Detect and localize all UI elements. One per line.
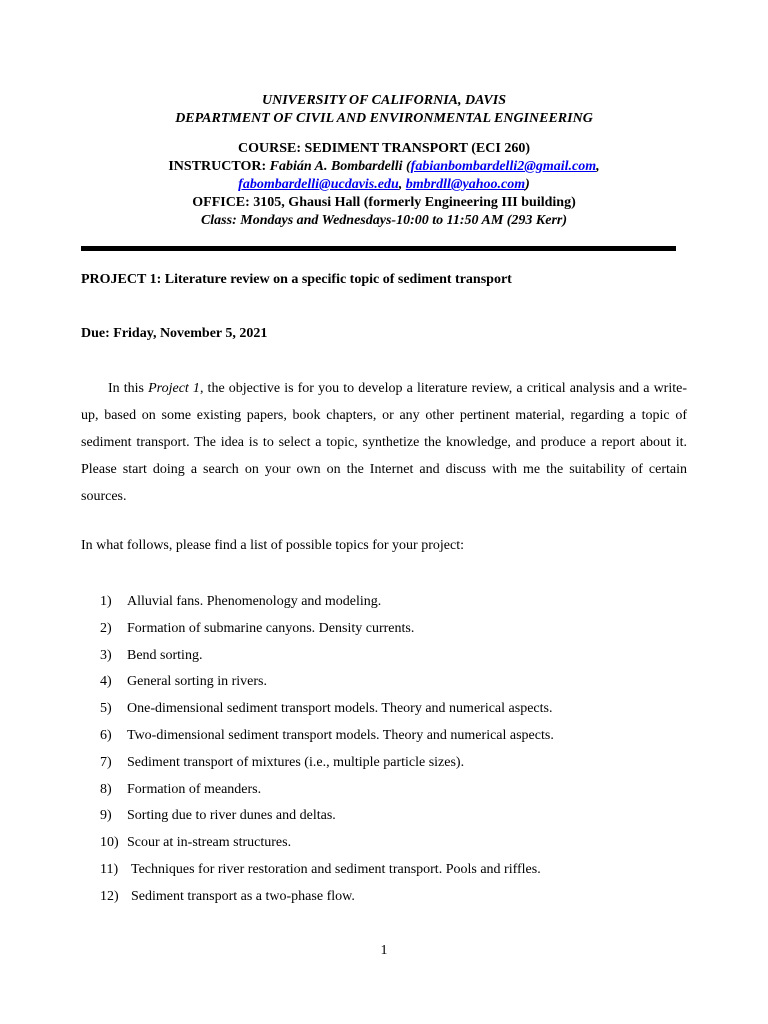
class-schedule: Class: Mondays and Wednesdays-10:00 to 11:50 AM (293 Kerr) bbox=[200, 213, 568, 228]
document-header bbox=[0, 92, 768, 230]
instructor-emails-line bbox=[0, 176, 768, 194]
list-item-text: Techniques for river restoration and sediment transport. Pools and riffles. bbox=[131, 861, 541, 877]
list-item bbox=[100, 726, 554, 753]
list-item-number: 9) bbox=[100, 808, 112, 824]
list-item bbox=[100, 860, 554, 887]
description-body: , the objective is for you to develop a literature review, a critical analysis and a write-up, based on some existing papers, book chapters, or any other pertinent material, regarding a topic of sediment transport. The idea is to select a topic, synthetize the knowledge, and produce a report about it. Please start doing a search on your own on the Internet and discuss with me the suitability of certain sources. bbox=[81, 381, 688, 504]
department-name: DEPARTMENT OF CIVIL AND ENVIRONMENTAL ENGINEERING bbox=[175, 111, 593, 126]
list-item-text: Formation of submarine canyons. Density currents. bbox=[127, 620, 415, 636]
list-item-number: 10) bbox=[100, 835, 119, 851]
description-project-name: Project 1 bbox=[148, 381, 200, 396]
list-item-text: General sorting in rivers. bbox=[127, 674, 267, 690]
list-item bbox=[100, 699, 554, 726]
due-date: Due: Friday, November 5, 2021 bbox=[81, 326, 268, 341]
list-item-text: Two-dimensional sediment transport models. Theory and numerical aspects. bbox=[127, 727, 554, 743]
email-close-paren: ) bbox=[525, 177, 530, 192]
page-number: 1 bbox=[380, 943, 388, 958]
list-item-text: One-dimensional sediment transport models. Theory and numerical aspects. bbox=[127, 701, 553, 717]
email-separator: , bbox=[398, 177, 406, 192]
list-item-text: Formation of meanders. bbox=[127, 781, 262, 797]
email-link-yahoo[interactable]: bmbrdll@yahoo.com bbox=[405, 177, 526, 192]
project-description bbox=[81, 375, 687, 510]
instructor-name: Fabián A. Bombardelli ( bbox=[269, 159, 411, 174]
list-item-text: Sediment transport as a two-phase flow. bbox=[131, 888, 355, 904]
list-item-number: 11) bbox=[100, 861, 119, 877]
instructor-label: INSTRUCTOR: bbox=[168, 159, 267, 174]
list-item-text: Bend sorting. bbox=[127, 647, 203, 663]
list-item-text: Scour at in-stream structures. bbox=[127, 835, 292, 851]
list-item-number: 2) bbox=[100, 620, 112, 636]
list-item-number: 4) bbox=[100, 674, 112, 690]
list-item bbox=[100, 672, 554, 699]
email-link-gmail[interactable]: fabianbombardelli2@gmail.com bbox=[410, 159, 597, 174]
list-item-text: Alluvial fans. Phenomenology and modeling. bbox=[127, 594, 382, 609]
university-name: UNIVERSITY OF CALIFORNIA, DAVIS bbox=[261, 93, 507, 108]
list-item bbox=[100, 887, 554, 914]
list-item-number: 5) bbox=[100, 701, 112, 717]
email-separator: , bbox=[596, 159, 600, 174]
list-item-number: 8) bbox=[100, 781, 112, 797]
instructor-line bbox=[0, 158, 768, 176]
list-item bbox=[100, 806, 554, 833]
list-item bbox=[100, 780, 554, 807]
list-item bbox=[100, 833, 554, 860]
list-item bbox=[100, 592, 554, 619]
list-item-number: 6) bbox=[100, 727, 112, 743]
topics-intro: In what follows, please find a list of possible topics for your project: bbox=[81, 538, 464, 553]
list-item bbox=[100, 753, 554, 780]
topics-list bbox=[100, 592, 554, 914]
email-link-ucdavis[interactable]: fabombardelli@ucdavis.edu bbox=[238, 177, 399, 192]
list-item bbox=[100, 619, 554, 646]
list-item-number: 12) bbox=[100, 888, 119, 904]
course-title: COURSE: SEDIMENT TRANSPORT (ECI 260) bbox=[237, 141, 530, 156]
list-item bbox=[100, 646, 554, 673]
list-item-number: 3) bbox=[100, 647, 112, 663]
list-item-text: Sediment transport of mixtures (i.e., multiple particle sizes). bbox=[127, 754, 465, 770]
project-title: PROJECT 1: Literature review on a specific topic of sediment transport bbox=[81, 272, 512, 287]
description-lead: In this bbox=[108, 381, 149, 396]
office-location: OFFICE: 3105, Ghausi Hall (formerly Engineering III building) bbox=[192, 195, 576, 210]
list-item-number: 1) bbox=[100, 594, 112, 609]
list-item-text: Sorting due to river dunes and deltas. bbox=[127, 808, 336, 824]
list-item-number: 7) bbox=[100, 754, 112, 770]
header-divider bbox=[81, 246, 676, 251]
